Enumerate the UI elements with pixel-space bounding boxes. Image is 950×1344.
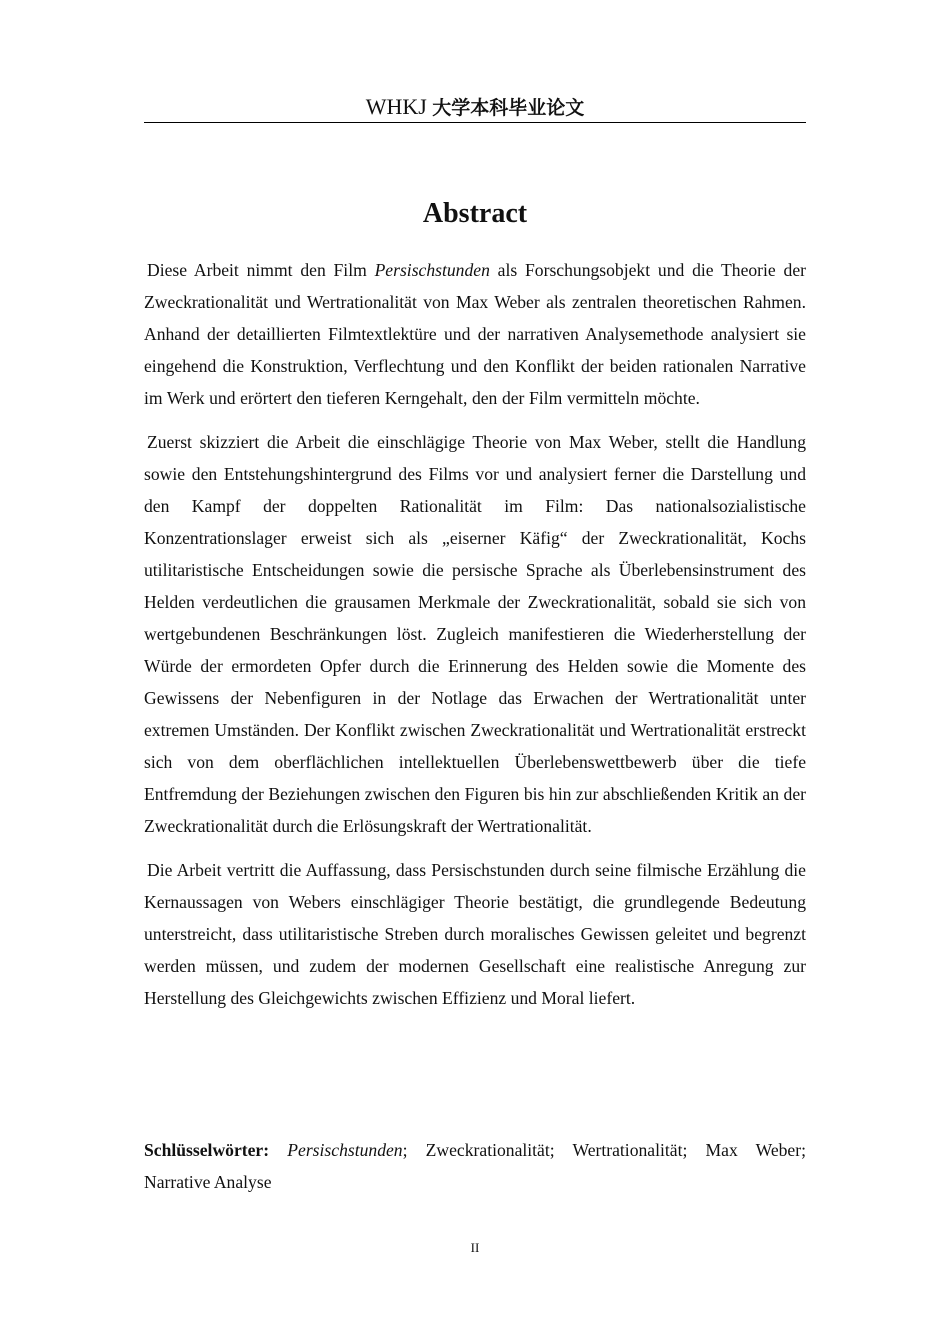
page-number: II: [470, 1240, 480, 1255]
keywords-label: Schlüsselwörter:: [144, 1140, 270, 1160]
keywords: [144, 1134, 806, 1198]
film-title: Persischstunden: [374, 260, 490, 280]
header-chinese: 大学本科毕业论文: [432, 97, 585, 119]
abstract-paragraph-1: [144, 254, 806, 414]
abstract-body: [144, 254, 806, 1026]
header-latin: WHKJ: [365, 94, 427, 119]
abstract-paragraph-2: Zuerst skizziert die Arbeit die einschlägige Theorie von Max Weber, stellt die Handlung sowie den Entstehungshintergrund des Films vor und analysiert ferner die Darstellung und den Kampf der doppelten Rationalität im Film: Das nationalsozialistische Konzentrationslager erweist sich als „eiserner Käfig“ der Zweckrationalität, Kochs utilitaristische Entscheidungen sowie die persische Sprache als Überlebensinstrument des Helden verdeutlichen die grausamen Merkmale der Zweckrationalität, sobald sie sich von wertgebundenen Beschränkungen löst. Zugleich manifestieren die Wiederherstellung der Würde der ermordeten Opfer durch die Erinnerung des Helden sowie die Momente des Gewissens der Nebenfiguren in der Notlage das Erwachen der Wertrationalität unter extremen Umständen. Der Konflikt zwischen Zweckrationalität und Wertrationalität erstreckt sich von dem oberflächlichen intellektuellen Überlebenswettbewerb über die tiefe Entfremdung der Beziehungen zwischen den Figuren bis hin zur abschließenden Kritik an der Zweckrationalität durch die Erlösungskraft der Wertrationalität.: [144, 432, 806, 836]
keywords-film-title: Persischstunden: [287, 1140, 403, 1160]
p1-text-end: als Forschungsobjekt und die Theorie der Zweckrationalität und Wertrationalität von Max Weber als zentralen theoretischen Rahmen. Anhand der detaillierten Filmtextlektüre und der narrativen Analysemethode analysiert sie eingehend die Konstruktion, Verflechtung und den Konflikt der beiden rationalen Narrative im Werk und erörtert den tieferen Kerngehalt, den der Film vermitteln möchte.: [144, 260, 806, 408]
running-header: [144, 92, 806, 123]
abstract-paragraph-3: Die Arbeit vertritt die Auffassung, dass Persischstunden durch seine filmische Erzählung die Kernaussagen von Webers einschlägiger Theorie bestätigt, die grundlegende Bedeutung unterstreicht, dass utilitaristische Streben durch moralisches Gewissen geleitet und begrenzt werden müssen, und zudem der modernen Gesellschaft eine realistische Anregung zur Herstellung des Gleichgewichts zwischen Effizienz und Moral liefert.: [144, 860, 806, 1008]
page-title: Abstract: [422, 198, 528, 229]
keywords-list: ; Zweckrationalität; Wertrationalität; Max Weber; Narrative Analyse: [144, 1140, 806, 1192]
p1-text-start: Diese Arbeit nimmt den Film: [147, 260, 375, 280]
